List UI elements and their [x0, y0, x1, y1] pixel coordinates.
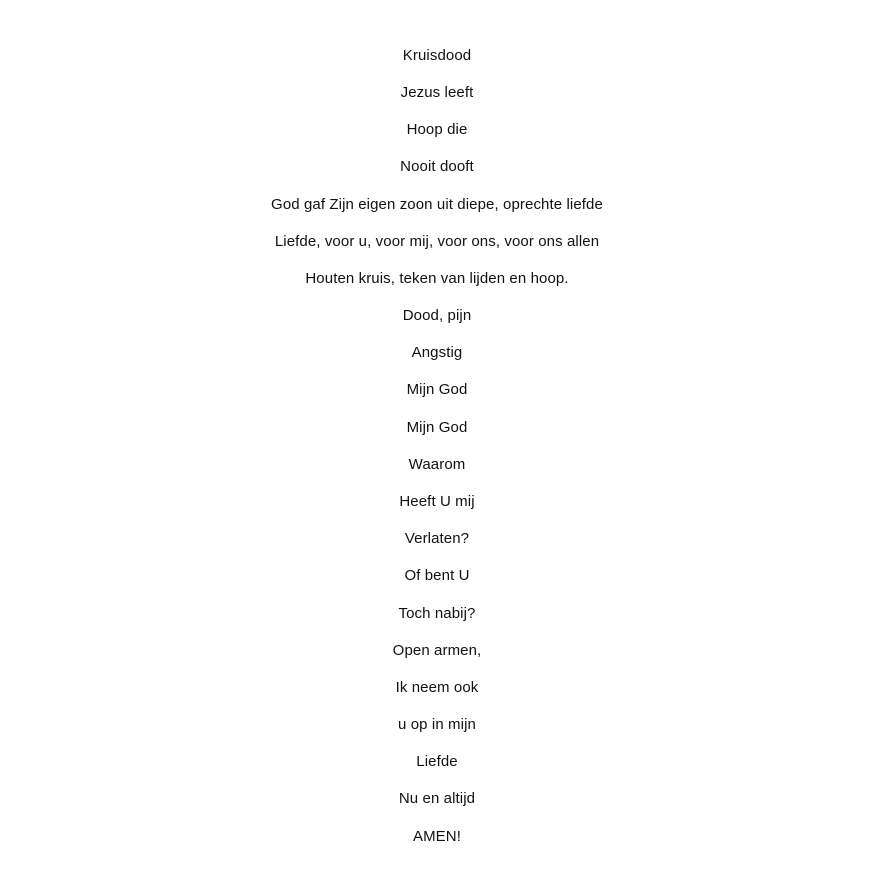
poem-line: Liefde, voor u, voor mij, voor ons, voor ons allen — [274, 233, 600, 250]
poem-line: Ik neem ook — [395, 679, 479, 696]
poem-line-title: Kruisdood — [402, 47, 472, 64]
poem-line: Houten kruis, teken van lijden en hoop. — [305, 270, 569, 287]
poem-line: Of bent U — [404, 567, 470, 584]
poem-line: Dood, pijn — [402, 307, 472, 324]
poem-line: Liefde — [416, 753, 458, 770]
poem-line: Nooit dooft — [400, 158, 474, 175]
poem-line: Angstig — [411, 344, 463, 361]
poem-line: Hoop die — [406, 121, 468, 138]
poem-line: Mijn God — [406, 419, 468, 436]
poem-line: Open armen, — [392, 642, 482, 659]
poem-line: Mijn God — [406, 381, 468, 398]
poem-line: u op in mijn — [398, 716, 476, 733]
poem-line-closing: AMEN! — [412, 828, 461, 845]
poem-line: Jezus leeft — [400, 84, 474, 101]
poem-line: Nu en altijd — [398, 790, 476, 807]
poem-line: God gaf Zijn eigen zoon uit diepe, oprechte liefde — [271, 196, 603, 213]
poem-line: Waarom — [408, 456, 466, 473]
poem-line: Verlaten? — [404, 530, 470, 547]
poem-line: Heeft U mij — [399, 493, 475, 510]
poem-line: Toch nabij? — [398, 605, 476, 622]
